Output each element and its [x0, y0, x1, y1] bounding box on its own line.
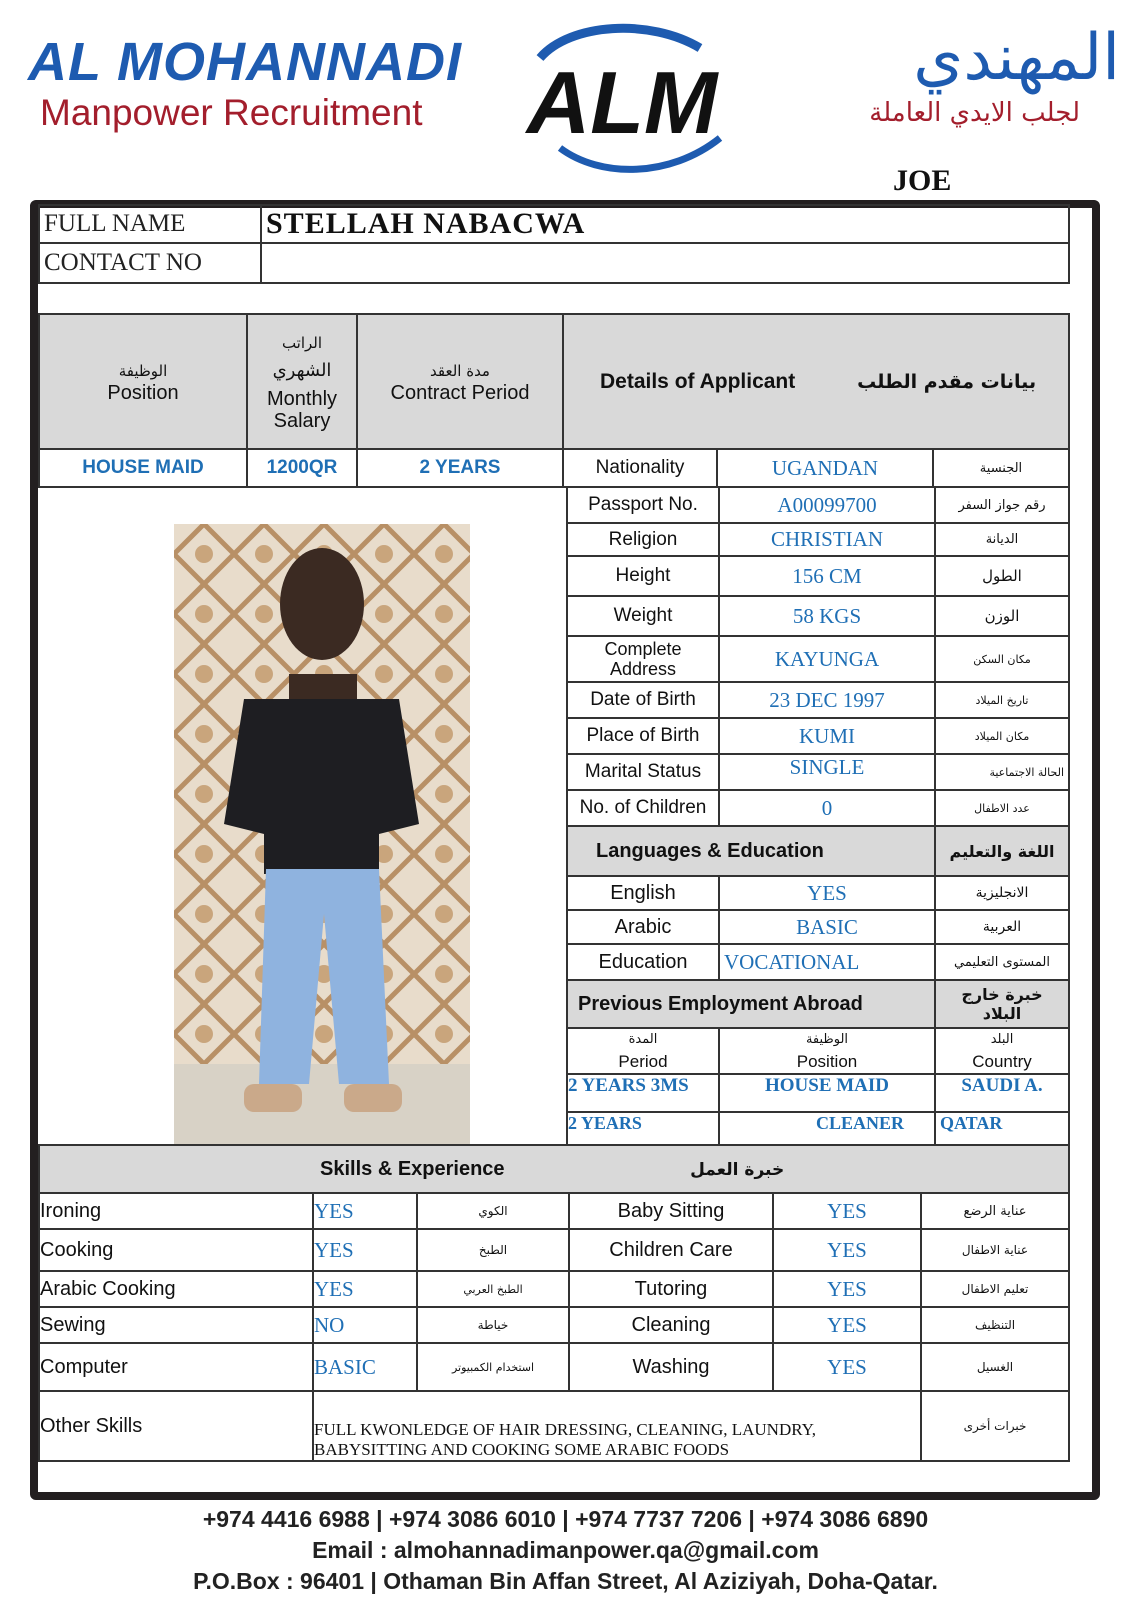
detail-value: KAYUNGA	[719, 636, 935, 682]
details-header	[563, 314, 1069, 449]
other-skills-arabic: خبرات أخرى	[921, 1391, 1069, 1461]
brand-arabic	[750, 18, 1120, 128]
details-header-ar: بيانات مقدم الطلب	[857, 370, 1037, 393]
employment-period: 2 YEARS 3MS	[567, 1074, 719, 1112]
identity-table	[38, 204, 1070, 284]
detail-arabic: الوزن	[935, 596, 1069, 636]
language-value: YES	[719, 876, 935, 910]
skill-value: YES	[773, 1193, 921, 1229]
detail-value: UGANDAN	[717, 450, 933, 486]
other-skills-label: Other Skills	[39, 1391, 313, 1461]
skill-arabic: استخدام الكمبيوتر	[417, 1343, 569, 1391]
detail-arabic: رقم جواز السفر	[935, 487, 1069, 523]
skill-label: Cleaning	[569, 1307, 773, 1343]
languages-title-ar: اللغة والتعليم	[935, 826, 1069, 876]
detail-label: No. of Children	[567, 790, 719, 826]
languages-title: Languages & Education	[567, 826, 935, 876]
detail-value: SINGLE	[719, 754, 935, 790]
skills-title-ar: خبرة العمل	[690, 1159, 785, 1180]
employment-country: QATAR	[935, 1112, 1069, 1152]
skill-label: Computer	[39, 1343, 313, 1391]
skill-label: Arabic Cooking	[39, 1271, 313, 1307]
other-skills-value: FULL KWONLEDGE OF HAIR DRESSING, CLEANING, LAUNDRY, BABYSITTING AND COOKING SOME ARABIC FOODS	[313, 1391, 921, 1461]
brand-tagline-arabic: لجلب الايدي العاملة	[869, 98, 1080, 128]
position-value: HOUSE MAID	[39, 449, 247, 487]
language-value: BASIC	[719, 910, 935, 944]
job-table	[38, 313, 1070, 488]
detail-value: 23 DEC 1997	[719, 682, 935, 718]
brand-english	[28, 32, 498, 134]
logo-text: ALM	[526, 53, 718, 152]
contract-value: 2 YEARS	[357, 449, 563, 487]
skill-label: Ironing	[39, 1193, 313, 1229]
language-label: Education	[567, 944, 719, 980]
skill-value: YES	[773, 1271, 921, 1307]
language-arabic: المستوى التعليمي	[935, 944, 1069, 980]
position-header	[39, 314, 247, 449]
employment-position: HOUSE MAID	[719, 1074, 935, 1112]
footer-phones: +974 4416 6988 | +974 3086 6010 | +974 7737 7206 | +974 3086 6890	[202, 1506, 929, 1532]
detail-value: A00099700	[719, 487, 935, 523]
skill-arabic: الكوي	[417, 1193, 569, 1229]
employment-position: CLEANER	[719, 1112, 935, 1152]
footer-email: Email : almohannadimanpower.qa@gmail.com	[312, 1537, 819, 1563]
language-arabic: العربية	[935, 910, 1069, 944]
language-arabic: الانجليزية	[935, 876, 1069, 910]
language-label: English	[567, 876, 719, 910]
detail-value: 58 KGS	[719, 596, 935, 636]
skill-value: YES	[773, 1229, 921, 1271]
contract-header-ar: مدة العقد	[430, 361, 490, 380]
salary-value: 1200QR	[247, 449, 357, 487]
full-name-value: STELLAH NABACWA	[261, 205, 1069, 243]
salary-header-en2: Salary	[273, 409, 331, 432]
skill-arabic: عناية الاطفال	[921, 1229, 1069, 1271]
country-header	[935, 1028, 1069, 1074]
language-value: VOCATIONAL	[719, 944, 935, 980]
detail-value: 0	[719, 790, 935, 826]
agent-name: JOE	[893, 164, 952, 197]
skill-label: Children Care	[569, 1229, 773, 1271]
skill-label: Washing	[569, 1343, 773, 1391]
skill-label: Baby Sitting	[569, 1193, 773, 1229]
skill-value: YES	[773, 1343, 921, 1391]
skill-value: BASIC	[313, 1343, 417, 1391]
footer-address: P.O.Box : 96401 | Othaman Bin Affan Street, Al Aziziyah, Doha-Qatar.	[193, 1568, 938, 1594]
country-header-ar: البلد	[990, 1032, 1014, 1047]
detail-label: Nationality	[564, 450, 717, 486]
detail-arabic: الحالة الاجتماعية	[935, 754, 1069, 790]
details-header-en: Details of Applicant	[600, 369, 796, 393]
brand-name: AL MOHANNADI	[28, 32, 462, 92]
salary-header	[247, 314, 357, 449]
full-name-label: FULL NAME	[39, 205, 261, 243]
position-header-ar: الوظيفة	[118, 361, 168, 380]
skills-title-row	[39, 1145, 1069, 1193]
detail-label: Date of Birth	[567, 682, 719, 718]
emp-position-header-en: Position	[796, 1052, 858, 1071]
detail-value: KUMI	[719, 718, 935, 754]
salary-header-en1: Monthly	[266, 387, 338, 410]
skill-value: NO	[313, 1307, 417, 1343]
skill-label: Sewing	[39, 1307, 313, 1343]
employment-title: Previous Employment Abroad	[567, 980, 935, 1028]
detail-arabic: تاريخ الميلاد	[935, 682, 1069, 718]
skill-arabic: عناية الرضع	[921, 1193, 1069, 1229]
salary-header-ar1: الراتب	[281, 333, 323, 352]
salary-header-ar2: الشهري	[272, 359, 332, 381]
country-header-en: Country	[972, 1052, 1032, 1071]
period-header-ar: المدة	[628, 1032, 658, 1047]
employment-period: 2 YEARS	[567, 1112, 719, 1152]
skill-arabic: خياطة	[417, 1307, 569, 1343]
skills-title: Skills & Experience	[320, 1157, 505, 1180]
detail-label: Religion	[567, 523, 719, 556]
detail-arabic: الطول	[935, 556, 1069, 596]
detail-label: Weight	[567, 596, 719, 636]
skill-value: YES	[773, 1307, 921, 1343]
nationality-cell-holder	[563, 449, 1069, 487]
skill-label: Cooking	[39, 1229, 313, 1271]
skill-arabic: تعليم الاطفال	[921, 1271, 1069, 1307]
contract-header	[357, 314, 563, 449]
period-header-en: Period	[618, 1052, 668, 1071]
brand-tagline: Manpower Recruitment	[40, 92, 423, 133]
skill-value: YES	[313, 1229, 417, 1271]
detail-arabic: الديانة	[935, 523, 1069, 556]
detail-arabic: مكان الميلاد	[935, 718, 1069, 754]
skill-arabic: الطبخ	[417, 1229, 569, 1271]
skill-arabic: الغسيل	[921, 1343, 1069, 1391]
skill-arabic: الطبخ العربي	[417, 1271, 569, 1307]
detail-label: Height	[567, 556, 719, 596]
applicant-photo	[174, 524, 470, 1166]
detail-value: CHRISTIAN	[719, 523, 935, 556]
language-label: Arabic	[567, 910, 719, 944]
detail-value: 156 CM	[719, 556, 935, 596]
brand-name-arabic: المهندي	[913, 21, 1120, 95]
contract-header-en: Contract Period	[390, 381, 530, 404]
detail-arabic: عدد الاطفال	[935, 790, 1069, 826]
position-header-en: Position	[107, 381, 179, 404]
skill-value: YES	[313, 1271, 417, 1307]
detail-label: Place of Birth	[567, 718, 719, 754]
details-table	[566, 486, 1070, 1153]
employment-title-ar: خبرة خارج البلاد	[935, 980, 1069, 1028]
skill-arabic: التنظيف	[921, 1307, 1069, 1343]
emp-position-header-ar: الوظيفة	[805, 1032, 849, 1047]
contact-value	[261, 243, 1069, 283]
alm-logo	[500, 18, 750, 178]
detail-arabic: مكان السكن	[935, 636, 1069, 682]
skill-value: YES	[313, 1193, 417, 1229]
employment-country: SAUDI A.	[935, 1074, 1069, 1112]
skill-label: Tutoring	[569, 1271, 773, 1307]
detail-arabic: الجنسية	[979, 460, 1023, 476]
letterhead	[0, 0, 1131, 200]
period-header	[567, 1028, 719, 1074]
skills-table	[38, 1144, 1070, 1462]
detail-label: Complete Address	[567, 636, 719, 682]
emp-position-header	[719, 1028, 935, 1074]
detail-label: Passport No.	[567, 487, 719, 523]
detail-label: Marital Status	[567, 754, 719, 790]
contact-label: CONTACT NO	[39, 243, 261, 283]
